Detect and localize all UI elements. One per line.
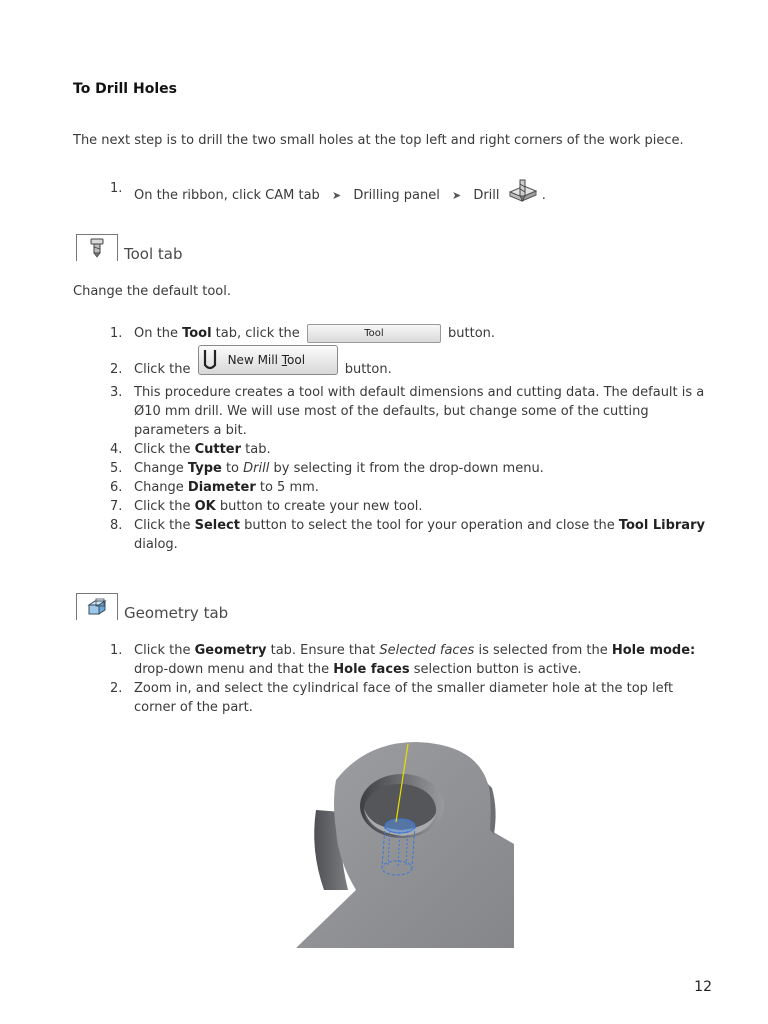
list-item: 1. On the Tool tab, click the Tool button. bbox=[110, 326, 496, 341]
tool-button[interactable]: Tool bbox=[307, 324, 441, 343]
drill-steps-list bbox=[110, 179, 546, 211]
geometry-steps-list bbox=[110, 641, 715, 717]
tool-icon bbox=[89, 238, 105, 262]
list-item: 4. Click the Cutter tab. bbox=[110, 442, 271, 457]
arrow-icon: ➤ bbox=[331, 189, 342, 202]
end-mill-icon bbox=[202, 349, 218, 371]
list-item: 1. On the ribbon, click CAM tab ➤ Drilling panel ➤ Drill . bbox=[110, 179, 546, 211]
tool-tab-intro: Change the default tool. bbox=[73, 284, 231, 299]
list-item: 1. Click the Geometry tab. Ensure that Selected faces is selected from the Hole mode: drop-down menu and that the Hole faces selection button is active. bbox=[110, 643, 696, 677]
tool-tab-title: Tool tab bbox=[124, 245, 183, 263]
list-item: 3. This procedure creates a tool with default dimensions and cutting data. The default is a Ø10 mm drill. We will use most of the defaults, but change some of the cutting parameters a bit. bbox=[110, 385, 705, 438]
new-mill-tool-button[interactable]: New Mill Tool bbox=[198, 345, 338, 375]
list-item: 2. Click the New Mill Tool button. bbox=[110, 347, 715, 383]
list-item: 5. Change Type to Drill by selecting it from the drop-down menu. bbox=[110, 461, 544, 476]
section-heading: To Drill Holes bbox=[73, 81, 177, 97]
geometry-tab-title: Geometry tab bbox=[124, 604, 229, 622]
list-item: 8. Click the Select button to select the tool for your operation and close the Tool Library dialog. bbox=[110, 518, 705, 552]
part-hole-selection-image bbox=[276, 740, 516, 948]
arrow-icon: ➤ bbox=[451, 189, 462, 202]
list-item: 7. Click the OK button to create your new tool. bbox=[110, 499, 423, 514]
list-item: 2. Zoom in, and select the cylindrical face of the smaller diameter hole at the top left corner of the part. bbox=[110, 681, 674, 715]
page-number: 12 bbox=[694, 979, 712, 995]
tool-tab-icon-frame bbox=[76, 234, 118, 261]
geometry-tab-icon-frame bbox=[76, 593, 118, 620]
geometry-icon bbox=[87, 598, 109, 620]
tool-steps-list bbox=[110, 321, 715, 554]
list-item: 6. Change Diameter to 5 mm. bbox=[110, 480, 319, 495]
drill-icon bbox=[508, 179, 538, 211]
intro-paragraph: The next step is to drill the two small holes at the top left and right corners of the work piece. bbox=[73, 133, 684, 148]
